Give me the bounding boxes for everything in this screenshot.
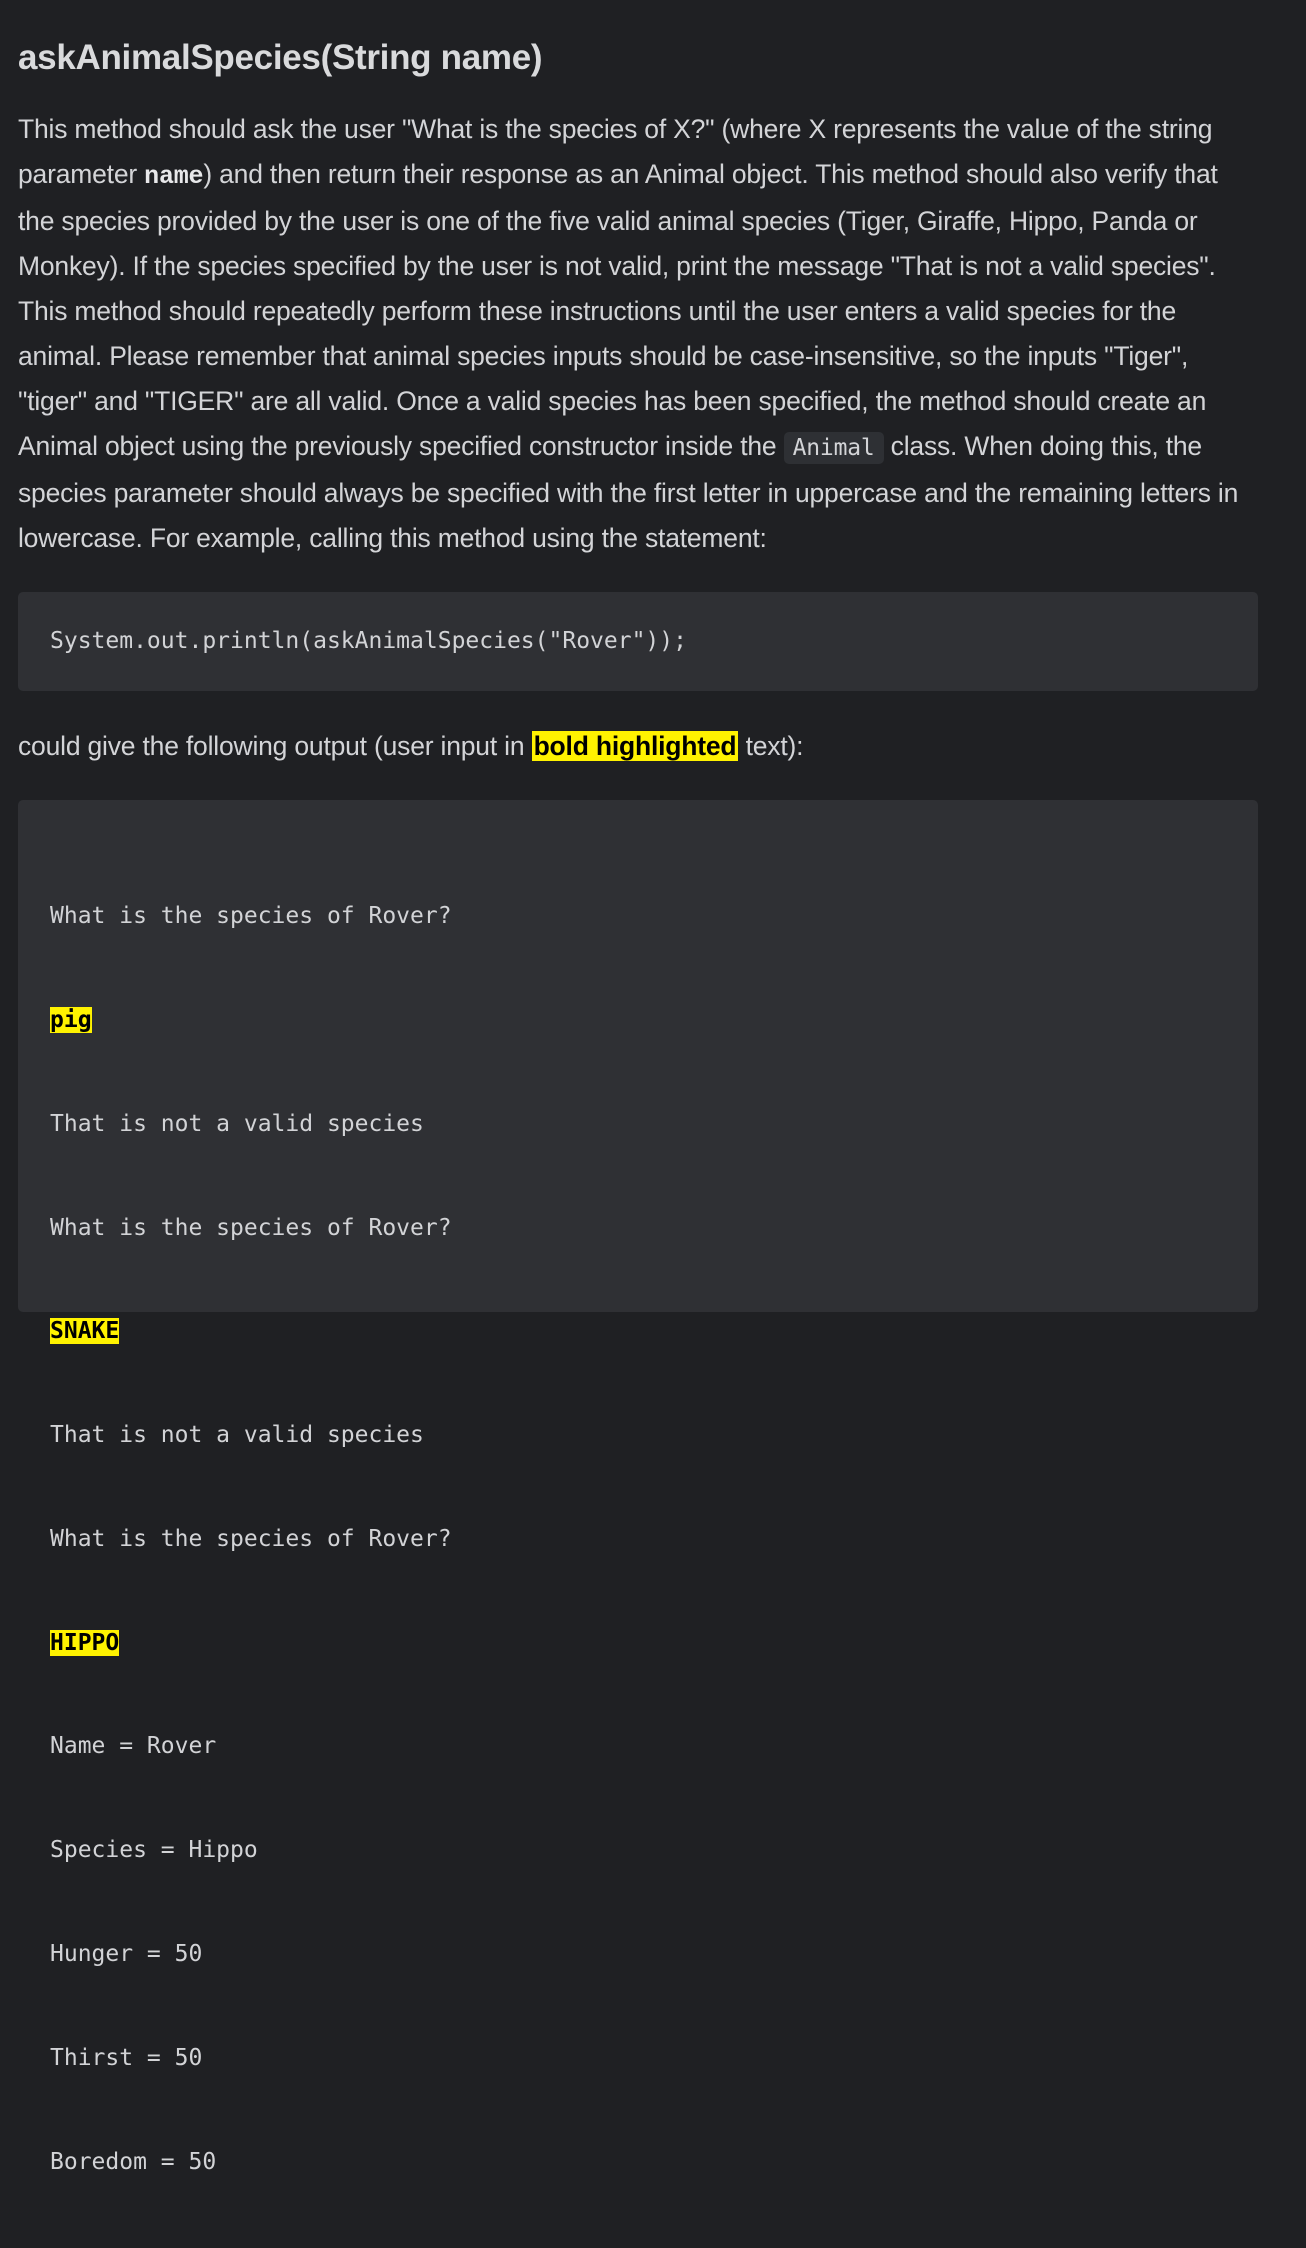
description-text-1: This method should ask the user "What is the species of X?" (where X represents the value of the string parameter [18,114,1213,189]
output-line [50,899,1226,934]
method-description [18,107,1258,561]
sample-output-block [18,800,1258,2175]
output-line [50,1314,1226,1349]
user-input: SNAKE [50,1318,120,1345]
output-line [50,1937,1226,1972]
output-line [50,2145,1226,2180]
output-result: Species = Hippo [50,1837,258,1864]
output-result: Boredom = 50 [50,2148,217,2175]
output-prompt: What is the species of Rover? [50,903,452,930]
output-line [50,1626,1226,1661]
output-intro [18,729,1258,763]
output-line [50,1211,1226,1246]
output-intro-before: could give the following output (user input in [18,731,532,761]
statement-code: System.out.println(askAnimalSpecies("Rover")); [50,628,687,654]
output-result: Name = Rover [50,1733,217,1760]
inline-code-name: name [144,162,204,191]
output-line [50,2041,1226,2076]
output-error: That is not a valid species [50,1422,424,1449]
method-heading: askAnimalSpecies(String name) [18,38,543,77]
user-input: pig [50,1006,92,1033]
output-prompt: What is the species of Rover? [50,1525,452,1552]
description-text-3: class. When doing this, the species parameter should always be specified with the first letter in uppercase and the remaining letters in lowercase. For example, calling this method using the statement: [18,431,1239,553]
output-intro-highlight: bold highlighted [533,731,737,761]
inline-code-animal: Animal [784,432,884,464]
user-input: HIPPO [50,1629,120,1656]
output-line [50,1418,1226,1453]
output-result: Thirst = 50 [50,2044,203,2071]
output-line [50,1003,1226,1038]
output-intro-after: text): [738,731,804,761]
output-prompt: What is the species of Rover? [50,1214,452,1241]
output-result: Hunger = 50 [50,1941,203,1967]
output-line [50,1522,1226,1557]
output-line [50,1107,1226,1142]
description-text-2: ) and then return their response as an Animal object. This method should also verify that the species provided by the user is one of the five valid animal species (Tiger, Giraffe, Hippo, Panda or Monkey). If the species specified by the user is not valid, print the message "That is not a valid species". This method should repeatedly perform these instructions until the user enters a valid species for the animal. Please remember that animal species inputs should be case-insensitive, so the inputs "Tiger", "tiger" and "TIGER" are all valid. Once a valid species has been specified, the method should create an Animal object using the previously specified constructor inside the [18,159,1218,461]
statement-code-block [18,592,1258,691]
output-error: That is not a valid species [50,1110,424,1137]
output-line [50,1833,1226,1868]
output-line [50,1729,1226,1764]
